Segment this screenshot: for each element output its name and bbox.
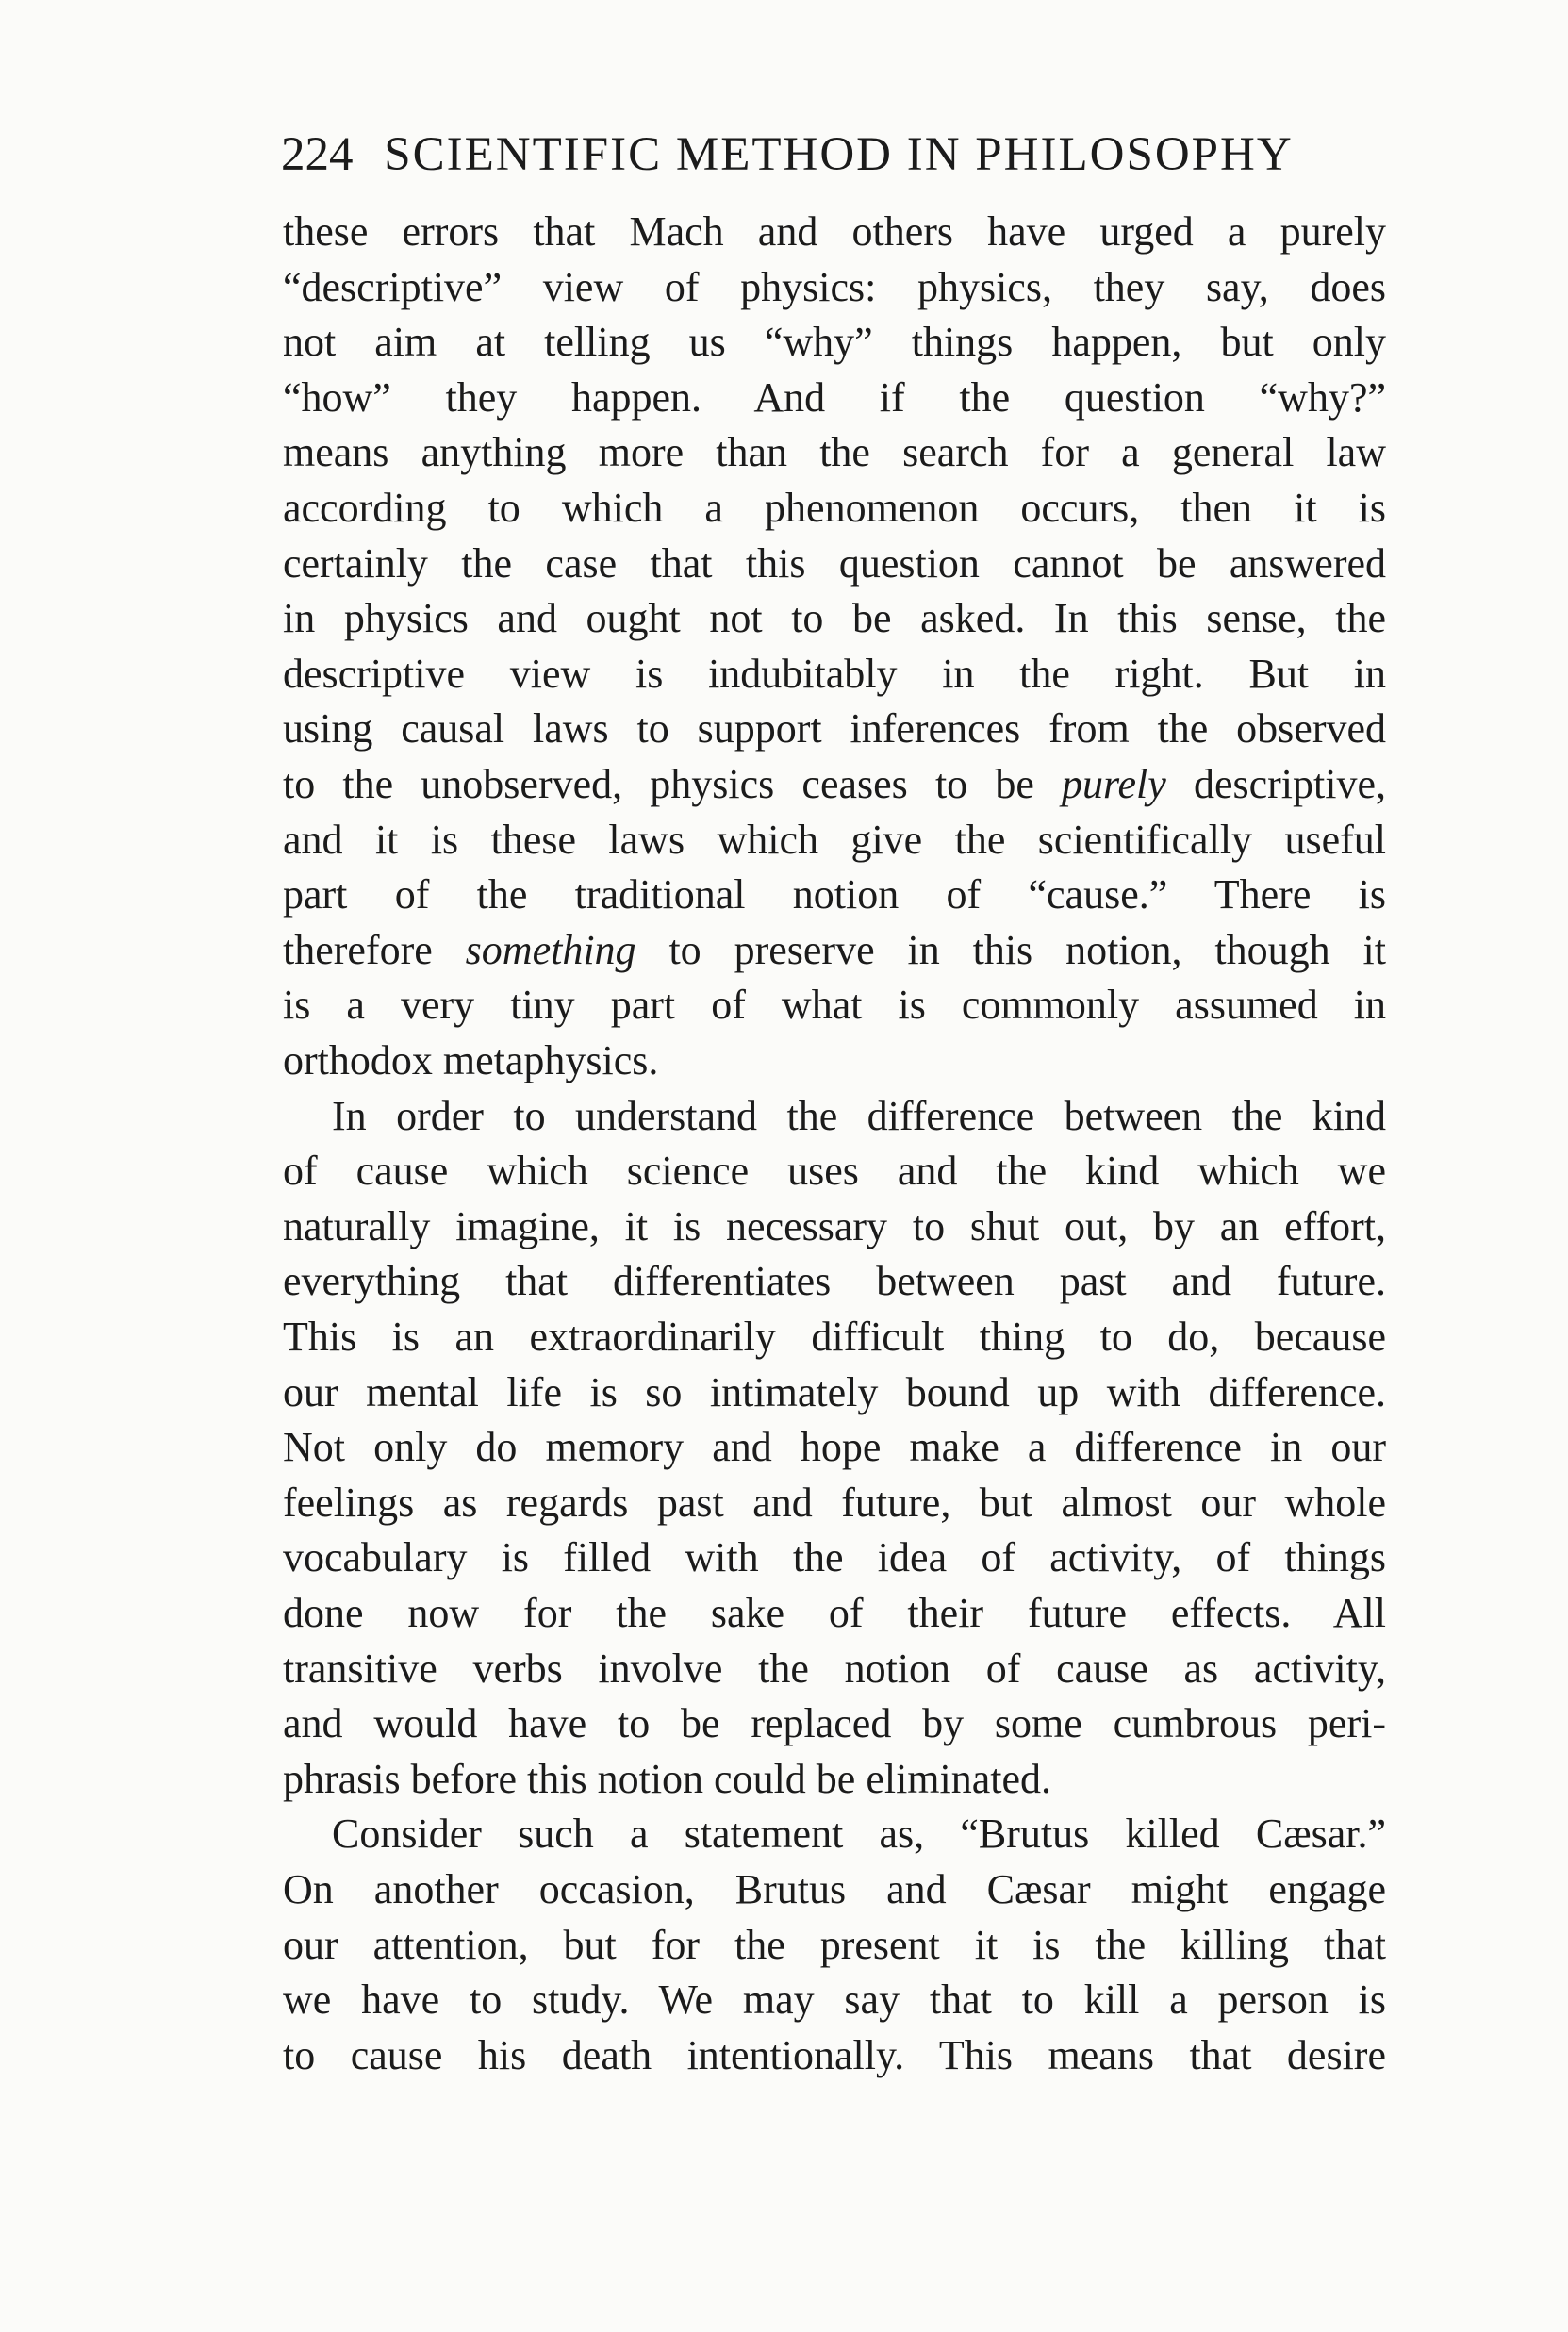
text-line: phrasis before this notion could be eliminated. [283,1755,1052,1802]
text-line: to cause his death intentionally. This means that desire [283,2031,1386,2078]
text-line: our mental life is so intimately bound up with difference. [283,1368,1386,1415]
text-line: and would have to be replaced by some cumbrous peri- [283,1700,1386,1747]
text-line: naturally imagine, it is necessary to shut out, by an effort, [283,1202,1386,1249]
text-fragment: to the unobserved, physics ceases to be [283,761,1063,807]
text-line: everything that differentiates between past and future. [283,1258,1386,1305]
text-fragment: descriptive, [1165,761,1386,807]
text-line: means anything more than the search for a general law [283,429,1386,476]
text-line: vocabulary is filled with the idea of activity, of things [283,1534,1386,1581]
page-number: 224 [281,128,354,181]
text-line [283,756,1386,812]
text-line: Not only do memory and hope make a difference in our [283,1424,1386,1471]
text-line: descriptive view is indubitably in the right. But in [283,650,1386,697]
text-line [283,922,1386,978]
text-line: Consider such a statement as, “Brutus killed Cæsar.” [332,1811,1386,1858]
text-line: according to which a phenomenon occurs, then it is [283,485,1386,531]
running-title: SCIENTIFIC METHOD IN PHILOSOPHY [384,128,1294,181]
text-line: not aim at telling us “why” things happen, but only [283,319,1386,366]
text-line: we have to study. We may say that to kill a person is [283,1976,1386,2024]
text-line: of cause which science uses and the kind which we [283,1148,1386,1195]
text-line: “descriptive” view of physics: physics, they say, does [283,263,1386,310]
text-line: In order to understand the difference between the kind [332,1092,1386,1139]
text-line: in physics and ought not to be asked. In this sense, the [283,595,1386,642]
running-head [281,125,1384,184]
text-line: On another occasion, Brutus and Cæsar might engage [283,1866,1386,1912]
text-fragment: to preserve in this notion, though it [635,926,1386,973]
text-line: these errors that Mach and others have urged a purely [283,208,1386,255]
text-line: “how” they happen. And if the question “why?” [283,373,1386,421]
text-line: feelings as regards past and future, but almost our whole [283,1479,1386,1526]
text-line: orthodox metaphysics. [283,1037,659,1083]
text-line: is a very tiny part of what is commonly assumed in [283,982,1386,1029]
italic-word: purely [1062,761,1166,807]
text-line: certainly the case that this question cannot be answered [283,539,1386,587]
text-line: part of the traditional notion of “cause.” There is [283,871,1386,918]
text-line: This is an extraordinarily difficult thing to do, because [283,1314,1386,1360]
italic-word: something [465,926,636,973]
text-line: our attention, but for the present it is the killing that [283,1921,1386,1968]
text-line: transitive verbs involve the notion of cause as activity, [283,1645,1386,1692]
text-line: done now for the sake of their future effects. All [283,1590,1386,1636]
text-line: using causal laws to support inferences from the observed [283,705,1386,753]
text-line: and it is these laws which give the scientifically useful [283,816,1386,863]
text-fragment: therefore [283,926,466,973]
